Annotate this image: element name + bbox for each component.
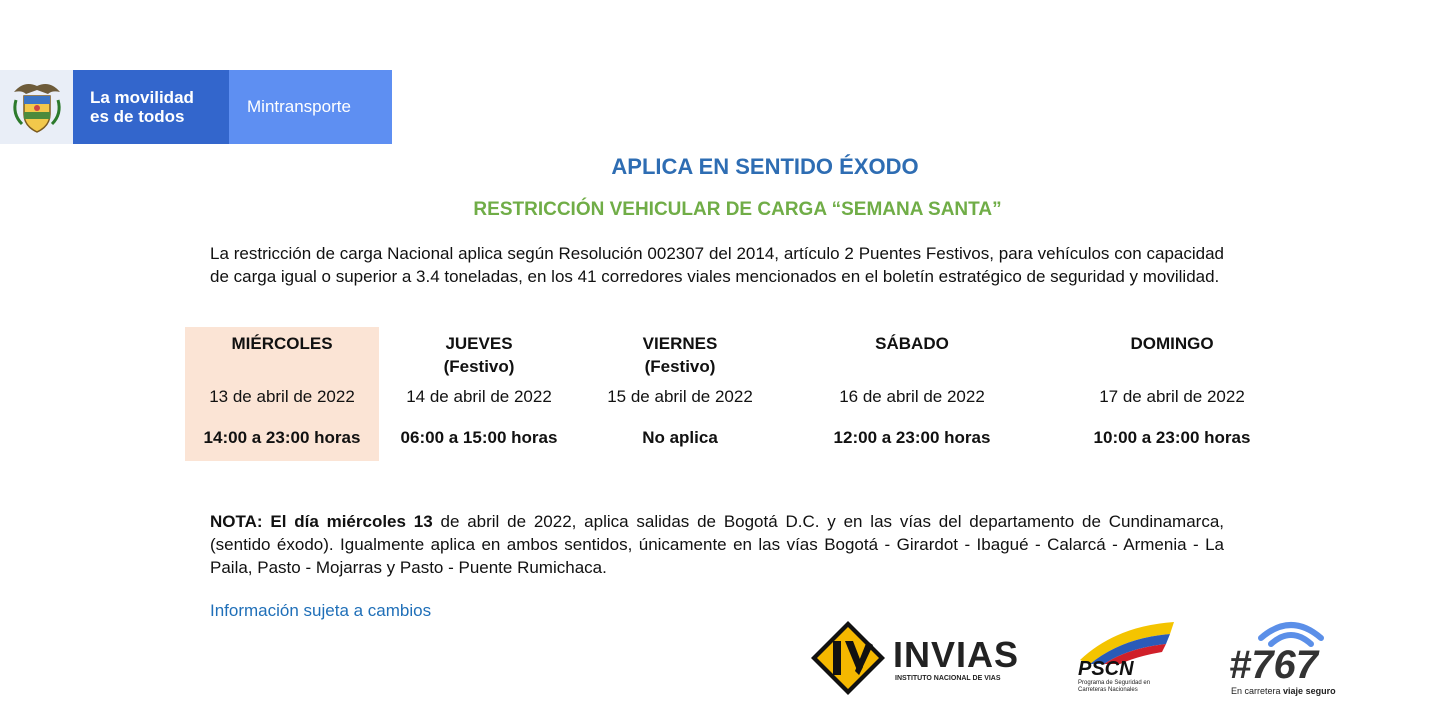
day-hours: No aplica xyxy=(642,428,718,447)
hotline-number: #767 xyxy=(1229,643,1318,687)
day-hours: 10:00 a 23:00 horas xyxy=(1093,428,1251,447)
day-date: 15 de abril de 2022 xyxy=(607,387,753,406)
slogan xyxy=(73,70,229,144)
day-name: SÁBADO xyxy=(875,334,949,353)
pscn-subtitle-2: Carreteras Nacionales xyxy=(1078,687,1138,693)
invias-name: INVIAS xyxy=(893,634,1020,675)
pscn-name: PSCN xyxy=(1078,658,1134,680)
hotline-tagline: En carretera viaje seguro xyxy=(1231,686,1336,696)
invias-logo xyxy=(811,621,1020,695)
day-hours: 14:00 a 23:00 horas xyxy=(203,428,361,447)
page-subtitle: RESTRICCIÓN VEHICULAR DE CARGA “SEMANA SANTA” xyxy=(473,199,1002,220)
page-title: APLICA EN SENTIDO ÉXODO xyxy=(611,154,919,179)
note-bold-lead: NOTA: El día miércoles 13 xyxy=(210,512,433,531)
day-hours: 12:00 a 23:00 horas xyxy=(833,428,991,447)
day-name: DOMINGO xyxy=(1130,334,1214,353)
note-text: de abril de 2022, aplica salidas de Bogotá D.C. y en las vías del departamento de Cundinamarca, (sentido éxodo). Igualmente aplica en ambos sentidos, únicamente en las vías Bogotá - Girardot - Ibagué - Calarcá - Armenia - La Paila, Pasto - Mojarras y Pasto - Puente Rumichaca. xyxy=(210,512,1224,577)
slogan-line-2: es de todos xyxy=(90,107,185,126)
ministry-name: Mintransporte xyxy=(229,70,392,144)
day-date: 14 de abril de 2022 xyxy=(406,387,552,406)
day-hours: 06:00 a 15:00 horas xyxy=(400,428,558,447)
disclaimer-text: Información sujeta a cambios xyxy=(210,601,432,620)
day-name: JUEVES (Festivo) xyxy=(443,334,515,376)
day-date: 16 de abril de 2022 xyxy=(839,387,985,406)
coat-of-arms xyxy=(0,70,73,144)
pscn-logo xyxy=(1076,620,1178,696)
day-date: 17 de abril de 2022 xyxy=(1099,387,1245,406)
day-date: 13 de abril de 2022 xyxy=(209,387,355,406)
day-name: VIERNES (Festivo) xyxy=(642,334,718,376)
slogan-line-1: La movilidad xyxy=(90,88,194,107)
day-name: MIÉRCOLES xyxy=(231,334,333,353)
government-header xyxy=(0,70,392,144)
invias-subtitle: INSTITUTO NACIONAL DE VIAS xyxy=(895,675,1001,682)
note-paragraph xyxy=(210,510,1224,579)
colombia-coat-of-arms-icon xyxy=(10,78,64,136)
pscn-subtitle-1: Programa de Seguridad en xyxy=(1078,680,1151,686)
intro-paragraph: La restricción de carga Nacional aplica según Resolución 002307 del 2014, artículo 2 Puentes Festivos, para vehículos con capacidad de carga igual o superior a 3.4 toneladas, en los 41 corredores viales mencionados en el boletín estratégico de seguridad y movilidad. xyxy=(210,244,1224,286)
hotline-767-logo xyxy=(1229,616,1351,700)
